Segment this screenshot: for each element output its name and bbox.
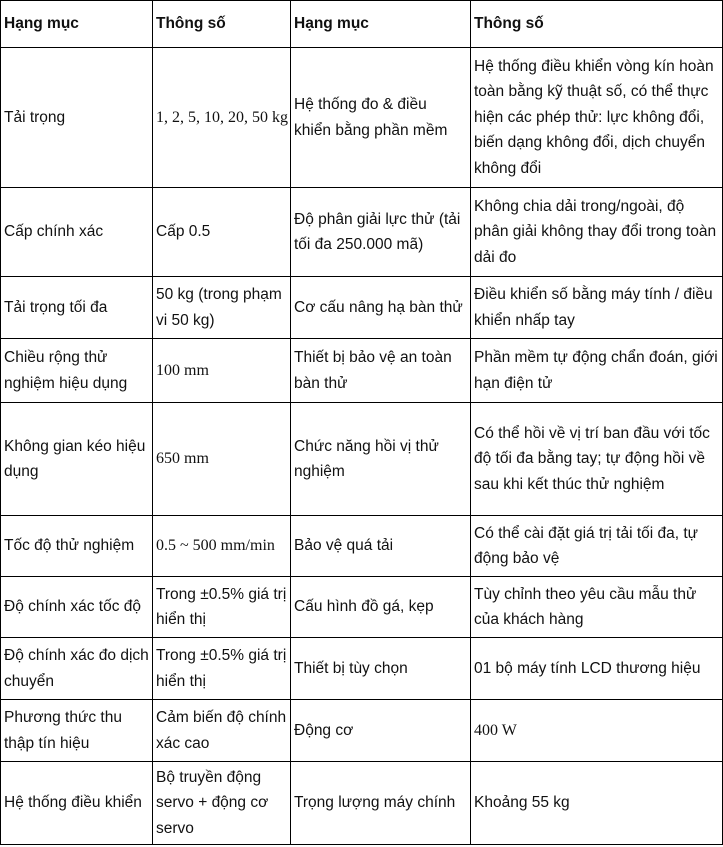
spec-cell: 01 bộ máy tính LCD thương hiệu (471, 638, 723, 700)
header-item-2: Hạng mục (291, 1, 471, 48)
spec-cell: Không chia dải trong/ngoài, độ phân giải không thay đổi trong toàn dải đo (471, 188, 723, 277)
spec-cell: 650 mm (153, 403, 291, 516)
item-cell: Hệ thống đo & điều khiển bằng phần mềm (291, 48, 471, 188)
header-item-1: Hạng mục (1, 1, 153, 48)
spec-cell: Có thể cài đặt giá trị tải tối đa, tự động bảo vệ (471, 516, 723, 577)
spec-cell: Tùy chỉnh theo yêu cầu mẫu thử của khách hàng (471, 577, 723, 638)
table-row (1, 638, 723, 700)
item-cell: Chiều rộng thử nghiệm hiệu dụng (1, 339, 153, 403)
table-row (1, 48, 723, 188)
spec-cell: Hệ thống điều khiển vòng kín hoàn toàn bằng kỹ thuật số, có thể thực hiện các phép thử: lực không đổi, biến dạng không đổi, dịch chuyển không đổi (471, 48, 723, 188)
table-row (1, 403, 723, 516)
table-row (1, 277, 723, 339)
spec-cell: 1, 2, 5, 10, 20, 50 kg (153, 48, 291, 188)
item-cell: Độ phân giải lực thử (tải tối đa 250.000 mã) (291, 188, 471, 277)
header-spec-2: Thông số (471, 1, 723, 48)
spec-cell: Điều khiển số bằng máy tính / điều khiển nhấp tay (471, 277, 723, 339)
item-cell: Tốc độ thử nghiệm (1, 516, 153, 577)
item-cell: Cấp chính xác (1, 188, 153, 277)
spec-cell: Trong ±0.5% giá trị hiển thị (153, 577, 291, 638)
spec-cell: Có thể hồi về vị trí ban đầu với tốc độ tối đa bằng tay; tự động hồi về sau khi kết thúc thử nghiệm (471, 403, 723, 516)
spec-cell: Cấp 0.5 (153, 188, 291, 277)
spec-cell: 50 kg (trong phạm vi 50 kg) (153, 277, 291, 339)
item-cell: Độ chính xác tốc độ (1, 577, 153, 638)
item-cell: Tải trọng (1, 48, 153, 188)
header-spec-1: Thông số (153, 1, 291, 48)
item-cell: Trọng lượng máy chính (291, 762, 471, 845)
item-cell: Tải trọng tối đa (1, 277, 153, 339)
item-cell: Chức năng hồi vị thử nghiệm (291, 403, 471, 516)
item-cell: Cơ cấu nâng hạ bàn thử (291, 277, 471, 339)
item-cell: Động cơ (291, 700, 471, 762)
spec-cell: Bộ truyền động servo + động cơ servo (153, 762, 291, 845)
spec-cell: Khoảng 55 kg (471, 762, 723, 845)
spec-cell: Trong ±0.5% giá trị hiển thị (153, 638, 291, 700)
spec-cell: 0.5 ~ 500 mm/min (153, 516, 291, 577)
table-row (1, 339, 723, 403)
table-row (1, 762, 723, 845)
item-cell: Độ chính xác đo dịch chuyển (1, 638, 153, 700)
table-row (1, 516, 723, 577)
item-cell: Thiết bị bảo vệ an toàn bàn thử (291, 339, 471, 403)
item-cell: Hệ thống điều khiển (1, 762, 153, 845)
item-cell: Cấu hình đồ gá, kẹp (291, 577, 471, 638)
item-cell: Không gian kéo hiệu dụng (1, 403, 153, 516)
table-row (1, 577, 723, 638)
spec-cell: 100 mm (153, 339, 291, 403)
spec-cell: Cảm biến độ chính xác cao (153, 700, 291, 762)
table-row (1, 188, 723, 277)
spec-cell: 400 W (471, 700, 723, 762)
item-cell: Phương thức thu thập tín hiệu (1, 700, 153, 762)
table-header-row (1, 1, 723, 48)
item-cell: Bảo vệ quá tải (291, 516, 471, 577)
table-row (1, 700, 723, 762)
item-cell: Thiết bị tùy chọn (291, 638, 471, 700)
spec-cell: Phần mềm tự động chẩn đoán, giới hạn điện tử (471, 339, 723, 403)
